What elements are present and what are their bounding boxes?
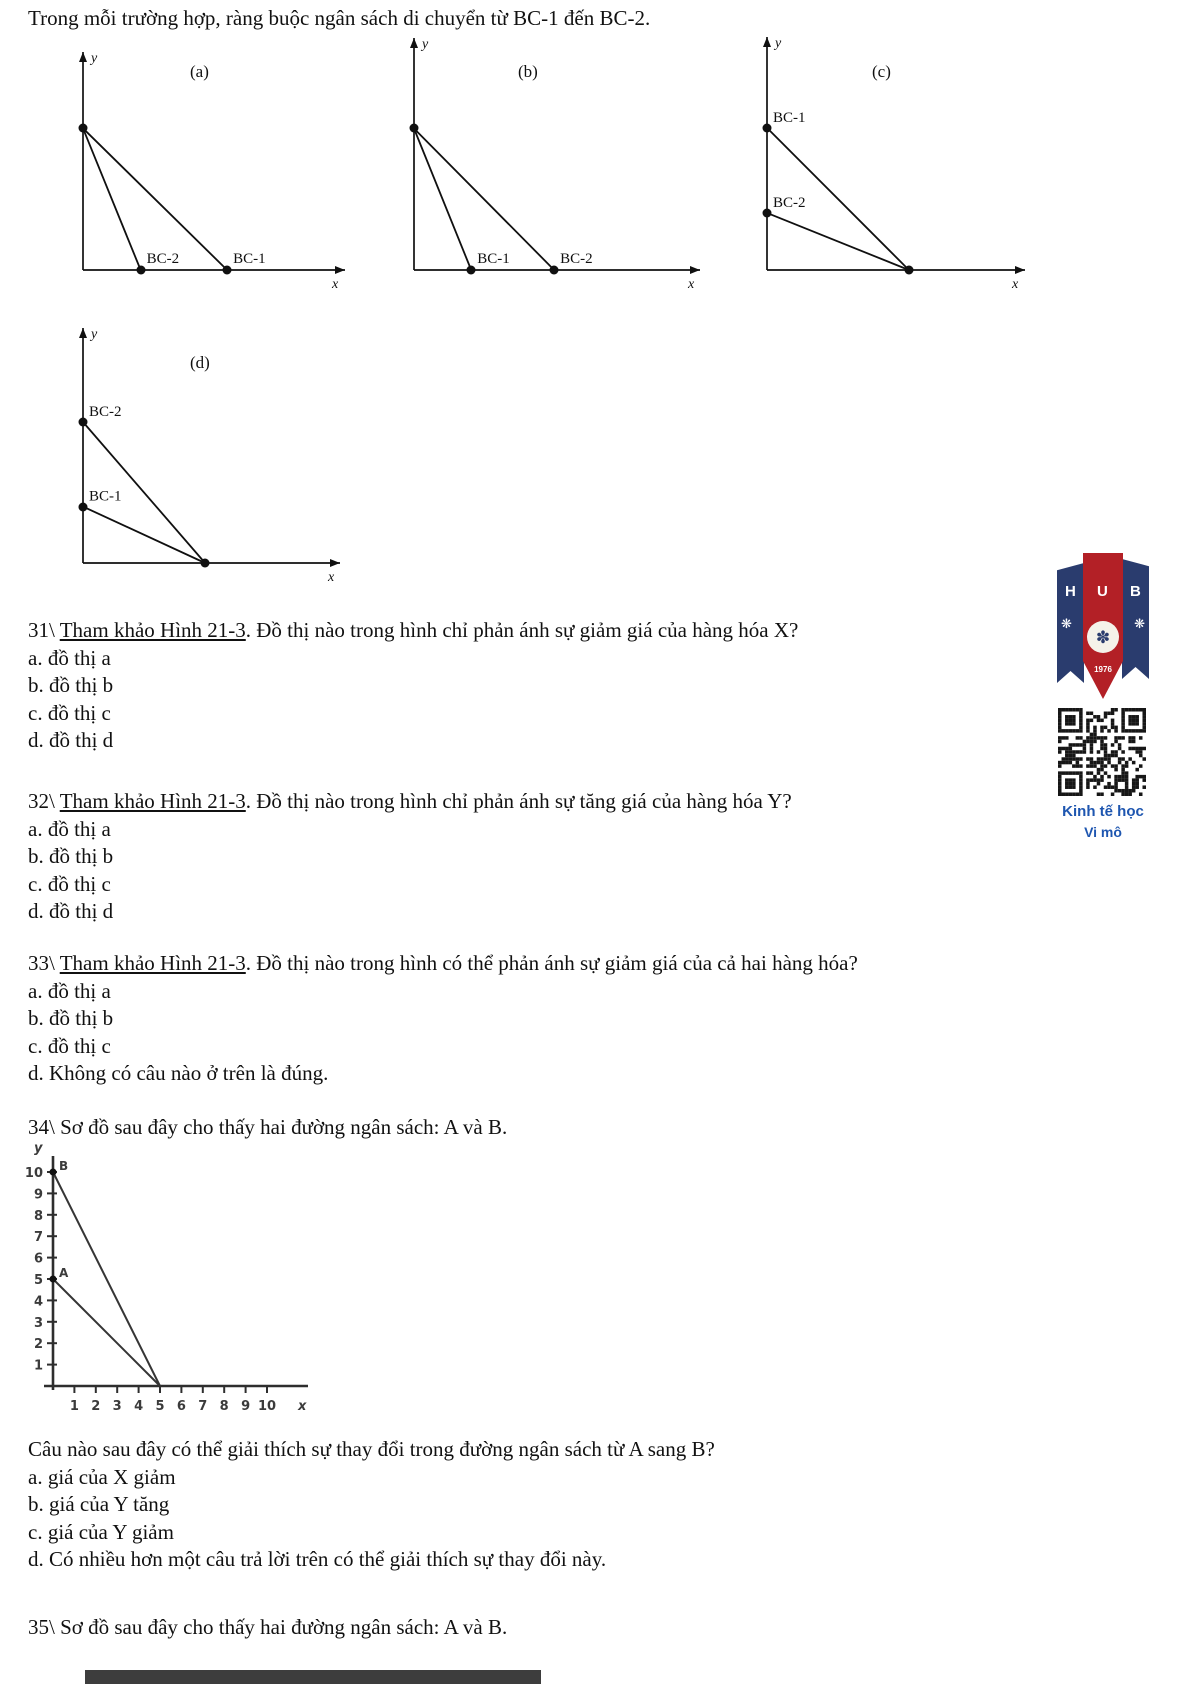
question-32-option-d: d. đồ thị d bbox=[28, 899, 114, 923]
question-33-option-b: b. đồ thị b bbox=[28, 1006, 114, 1030]
svg-text:10: 10 bbox=[24, 1166, 43, 1181]
question-31-title: 31\ Tham khảo Hình 21-3. Đồ thị nào trong hình chỉ phản ánh sự giảm giá của hàng hóa X? bbox=[28, 618, 799, 642]
svg-text:6: 6 bbox=[176, 1399, 186, 1414]
svg-text:2: 2 bbox=[91, 1399, 101, 1414]
question-33 bbox=[28, 950, 858, 1088]
svg-text:7: 7 bbox=[198, 1399, 208, 1414]
question-34-body bbox=[28, 1436, 715, 1574]
svg-text:(b): (b) bbox=[518, 62, 538, 81]
svg-text:8: 8 bbox=[33, 1208, 43, 1224]
question-33-option-c: c. đồ thị c bbox=[28, 1033, 111, 1058]
question-34-option-d: d. Có nhiều hơn một câu trả lời trên có thể giải thích sự thay đổi này. bbox=[28, 1547, 607, 1571]
figure-panel-b bbox=[410, 37, 701, 292]
figure-reference: Tham khảo Hình 21-3 bbox=[59, 789, 246, 813]
svg-text:10: 10 bbox=[257, 1399, 277, 1414]
svg-text:(a): (a) bbox=[190, 62, 209, 81]
question-31-option-d: d. đồ thị d bbox=[28, 728, 114, 752]
svg-text:BC-2: BC-2 bbox=[560, 251, 593, 267]
figure-21-3-panels bbox=[0, 0, 1190, 600]
svg-text:BC-2: BC-2 bbox=[89, 404, 122, 420]
intro-text: Trong mỗi trường hợp, ràng buộc ngân sách di chuyển từ BC-1 đến BC-2. bbox=[28, 6, 651, 30]
figure-panel-a bbox=[79, 51, 346, 292]
question-31-option-a: a. đồ thị a bbox=[28, 645, 111, 670]
partial-next-figure-strip bbox=[85, 1670, 541, 1684]
svg-text:BC-2: BC-2 bbox=[773, 194, 806, 211]
svg-text:6: 6 bbox=[33, 1251, 43, 1267]
question-32-option-b: b. đồ thị b bbox=[28, 844, 114, 868]
svg-text:BC-1: BC-1 bbox=[89, 488, 122, 505]
svg-text:A: A bbox=[59, 1266, 69, 1280]
logo-letter-b: B bbox=[1130, 583, 1141, 600]
svg-text:x: x bbox=[332, 277, 339, 292]
svg-text:x: x bbox=[328, 570, 335, 585]
svg-text:(d): (d) bbox=[190, 353, 210, 372]
question-33-option-a: a. đồ thị a bbox=[28, 978, 111, 1003]
svg-text:4: 4 bbox=[134, 1399, 144, 1414]
logo-letter-u: U bbox=[1097, 583, 1108, 600]
laurel-icon: ❋ bbox=[1061, 616, 1072, 631]
svg-text:x: x bbox=[298, 1399, 307, 1414]
budget-lines-chart bbox=[12, 1138, 352, 1423]
question-32-option-a: a. đồ thị a bbox=[28, 816, 111, 841]
svg-text:1: 1 bbox=[69, 1399, 79, 1414]
svg-text:BC-1: BC-1 bbox=[233, 251, 266, 267]
book-subtitle: Vi mô bbox=[1084, 824, 1122, 840]
question-32-title: 32\ Tham khảo Hình 21-3. Đồ thị nào trong hình chỉ phản ánh sự tăng giá của hàng hóa Y? bbox=[28, 789, 792, 813]
logo-year: 1976 bbox=[1094, 665, 1112, 674]
figure-panel-c bbox=[763, 36, 1026, 292]
svg-text:y: y bbox=[91, 327, 98, 342]
figure-reference: Tham khảo Hình 21-3 bbox=[59, 951, 246, 975]
svg-text:4: 4 bbox=[33, 1294, 43, 1310]
svg-text:BC-2: BC-2 bbox=[146, 251, 180, 267]
svg-text:(c): (c) bbox=[872, 62, 891, 81]
svg-text:3: 3 bbox=[33, 1315, 43, 1331]
question-34-text: Câu nào sau đây có thể giải thích sự thay đổi trong đường ngân sách từ A sang B? bbox=[28, 1437, 715, 1461]
svg-text:B: B bbox=[59, 1159, 69, 1173]
svg-text:y: y bbox=[775, 36, 782, 51]
logo-letter-h: H bbox=[1065, 583, 1076, 600]
question-34-option-b: b. giá của Y tăng bbox=[28, 1492, 170, 1516]
svg-text:3: 3 bbox=[112, 1399, 122, 1414]
svg-text:y: y bbox=[422, 37, 429, 52]
svg-text:8: 8 bbox=[219, 1399, 229, 1414]
svg-text:1: 1 bbox=[33, 1358, 43, 1374]
svg-text:9: 9 bbox=[241, 1399, 251, 1414]
figure-panel-d bbox=[79, 327, 341, 585]
question-34-title: 34\ Sơ đồ sau đây cho thấy hai đường ngân sách: A và B. bbox=[28, 1115, 508, 1139]
hub-university-logo bbox=[1056, 553, 1150, 701]
question-33-title: 33\ Tham khảo Hình 21-3. Đồ thị nào trong hình có thể phản ánh sự giảm giá của cả hai hàng hóa? bbox=[28, 951, 858, 975]
svg-text:y: y bbox=[91, 51, 98, 66]
svg-text:x: x bbox=[1012, 277, 1019, 292]
question-31-option-b: b. đồ thị b bbox=[28, 673, 114, 697]
question-34-option-c: c. giá của Y giảm bbox=[28, 1519, 174, 1544]
svg-text:7: 7 bbox=[33, 1230, 43, 1246]
figure-reference: Tham khảo Hình 21-3 bbox=[59, 618, 246, 642]
logo-emblem-icon: ✽ bbox=[1087, 621, 1119, 653]
qr-code bbox=[1058, 708, 1146, 796]
question-33-option-d: d. Không có câu nào ở trên là đúng. bbox=[28, 1061, 329, 1085]
question-31-option-c: c. đồ thị c bbox=[28, 700, 111, 725]
svg-text:9: 9 bbox=[33, 1187, 43, 1203]
question-34-option-a: a. giá của X giảm bbox=[28, 1464, 176, 1489]
laurel-icon: ❋ bbox=[1134, 616, 1145, 631]
question-31 bbox=[28, 617, 798, 755]
svg-text:y: y bbox=[34, 1141, 43, 1156]
svg-text:x: x bbox=[688, 277, 695, 292]
svg-text:2: 2 bbox=[33, 1337, 43, 1353]
question-32 bbox=[28, 788, 792, 926]
svg-text:5: 5 bbox=[33, 1273, 43, 1288]
svg-text:BC-1: BC-1 bbox=[477, 251, 510, 267]
svg-text:5: 5 bbox=[155, 1399, 165, 1414]
question-35-title: 35\ Sơ đồ sau đây cho thấy hai đường ngân sách: A và B. bbox=[28, 1615, 508, 1639]
book-title: Kinh tế học bbox=[1062, 803, 1144, 820]
svg-text:BC-1: BC-1 bbox=[773, 109, 806, 126]
question-32-option-c: c. đồ thị c bbox=[28, 871, 111, 896]
